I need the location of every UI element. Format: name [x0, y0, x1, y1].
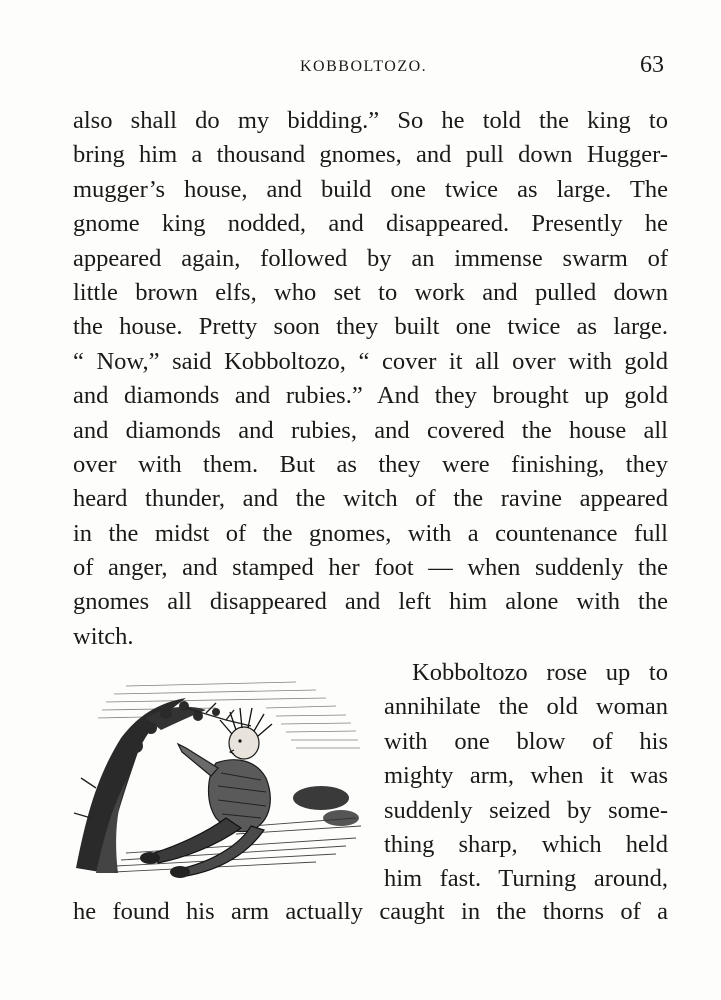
text-line: the house. Pretty soon they built one twice as large.	[73, 313, 668, 341]
text-line: thing sharp, which held	[384, 830, 668, 858]
final-text	[73, 895, 668, 929]
text-line: suddenly seized by some-	[384, 796, 668, 824]
body-text	[73, 104, 668, 654]
text-line: gnome king nodded, and disappeared. Presently he	[73, 210, 668, 238]
engraving-image	[66, 668, 366, 883]
text-line: in the midst of the gnomes, with a countenance full	[73, 519, 668, 547]
text-line: heard thunder, and the witch of the ravine appeared	[73, 485, 668, 513]
wrapped-text	[384, 656, 668, 897]
text-line: annihilate the old woman	[384, 693, 668, 721]
running-title: KOBBOLTOZO.	[300, 58, 428, 75]
illustration	[66, 668, 366, 883]
text-line: mugger’s house, and build one twice as large. The	[73, 175, 668, 203]
text-line: him fast. Turning around,	[384, 865, 668, 893]
text-line: also shall do my bidding.” So he told the king to	[73, 107, 668, 134]
page-number: 63	[640, 52, 664, 78]
text-line: of anger, and stamped her foot — when suddenly the	[73, 554, 668, 582]
running-head	[0, 52, 721, 82]
text-line: he found his arm actually caught in the thorns of a	[73, 898, 668, 925]
text-line: bring him a thousand gnomes, and pull down Hugger-	[73, 141, 668, 169]
text-line: Kobboltozo rose up to	[412, 659, 668, 686]
text-line: gnomes all disappeared and left him alone with the	[73, 588, 668, 616]
text-line: witch.	[73, 622, 134, 650]
text-line: mighty arm, when it was	[384, 762, 668, 790]
text-line: with one blow of his	[384, 727, 668, 755]
text-line: little brown elfs, who set to work and pulled down	[73, 278, 668, 306]
text-line: over with them. But as they were finishing, they	[73, 450, 668, 478]
text-line: and diamonds and rubies.” And they brought up gold	[73, 382, 668, 410]
text-line: appeared again, followed by an immense swarm of	[73, 244, 668, 272]
text-line: “ Now,” said Kobboltozo, “ cover it all over with gold	[73, 347, 668, 375]
text-line: and diamonds and rubies, and covered the house all	[73, 416, 668, 444]
